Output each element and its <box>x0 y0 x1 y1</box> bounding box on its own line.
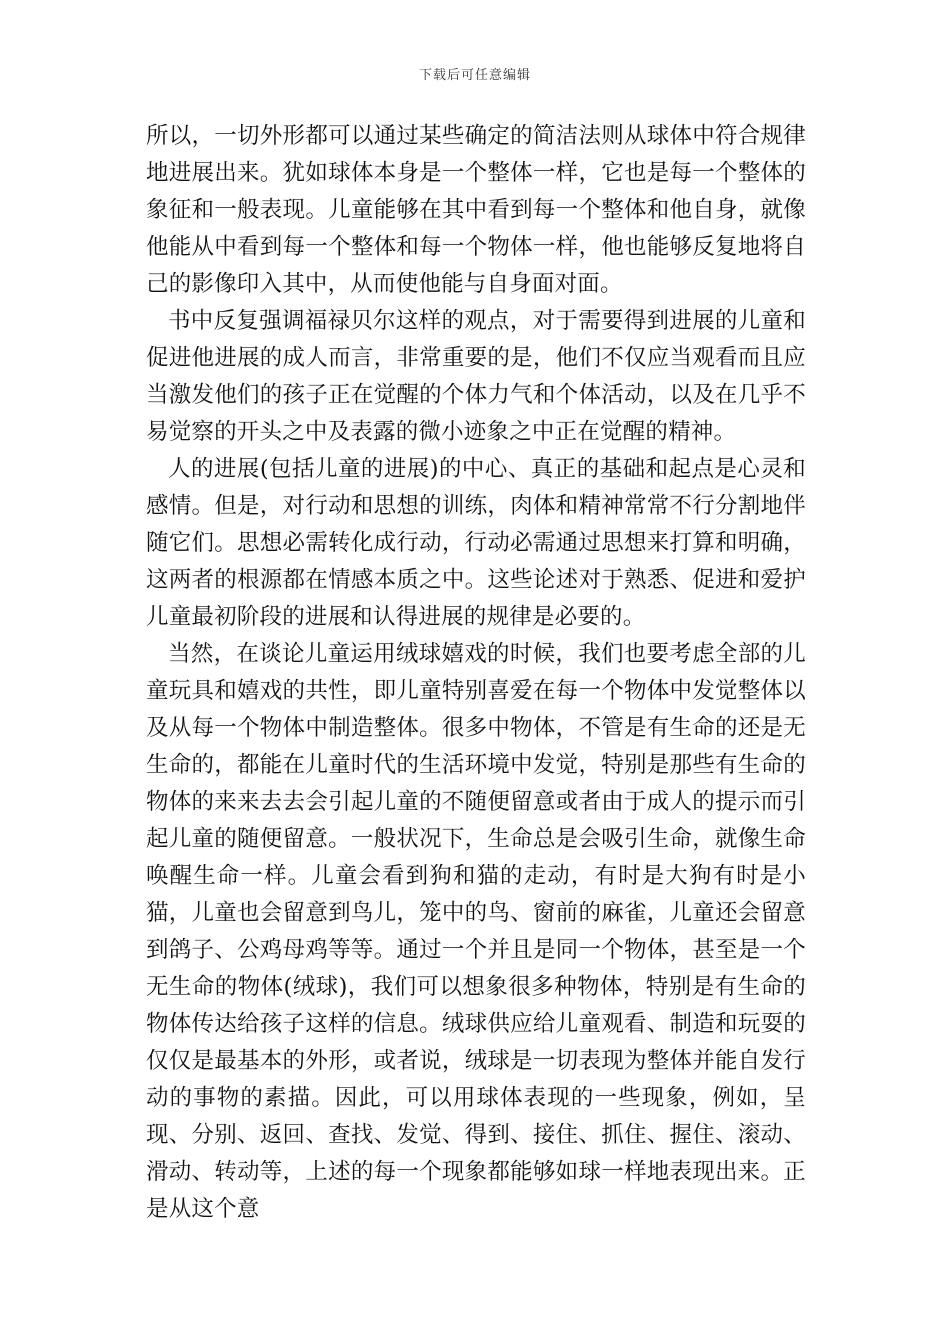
page-header: 下载后可任意编辑 <box>418 68 531 83</box>
paragraph-4: 当然，在谈论儿童运用绒球嬉戏的时候，我们也要考虑全部的儿童玩具和嬉戏的共性，即儿童特别喜爱在每一个物体中发觉整体以及从每一个物体中制造整体。很多中物体，不管是有生命的还是无生命的，都能在儿童时代的生活环境中发觉，特别是那些有生命的物体的来来去去会引起儿童的不随便留意或者由于成人的提示而引起儿童的随便留意。一般状况下，生命总是会吸引生命，就像生命唤醒生命一样。儿童会看到狗和猫的走动，有时是大狗有时是小猫，儿童也会留意到鸟儿，笼中的鸟、窗前的麻雀，儿童还会留意到鸽子、公鸡母鸡等等。通过一个并且是同一个物体，甚至是一个无生命的物体(绒球)，我们可以想象很多种物体，特别是有生命的物体传达给孩子这样的信息。绒球供应给儿童观看、制造和玩耍的仅仅是最基本的外形，或者说，绒球是一切表现为整体并能自发行动的事物的素描。因此，可以用球体表现的一些现象，例如，呈现、分别、返回、查找、发觉、得到、接住、抓住、握住、滚动、滑动、转动等，上述的每一个现象都能够如球一样地表现出来。正是从这个意 <box>146 641 806 1222</box>
paragraph-3: 人的进展(包括儿童的进展)的中心、真正的基础和起点是心灵和感情。但是，对行动和思想的训练，肉体和精神常常不行分割地伴随它们。思想必需转化成行动，行动必需通过思想来打算和明确，这两者的根源都在情感本质之中。这些论述对于熟悉、促进和爱护儿童最初阶段的进展和认得进展的规律是必要的。 <box>146 456 806 630</box>
paragraph-1: 所以，一切外形都可以通过某些确定的简洁法则从球体中符合规律地进展出来。犹如球体本身是一个整体一样，它也是每一个整体的象征和一般表现。儿童能够在其中看到每一个整体和他自身，就像他能从中看到每一个整体和每一个物体一样，他也能够反复地将自己的影像印入其中，从而使他能与自身面对面。 <box>146 123 806 297</box>
paragraph-2: 书中反复强调福禄贝尔这样的观点，对于需要得到进展的儿童和促进他进展的成人而言，非常重要的是，他们不仅应当观看而且应当激发他们的孩子正在觉醒的个体力气和个体活动，以及在几乎不易觉察的开头之中及表露的微小迹象之中正在觉醒的精神。 <box>146 308 806 445</box>
document-body <box>146 118 806 1228</box>
